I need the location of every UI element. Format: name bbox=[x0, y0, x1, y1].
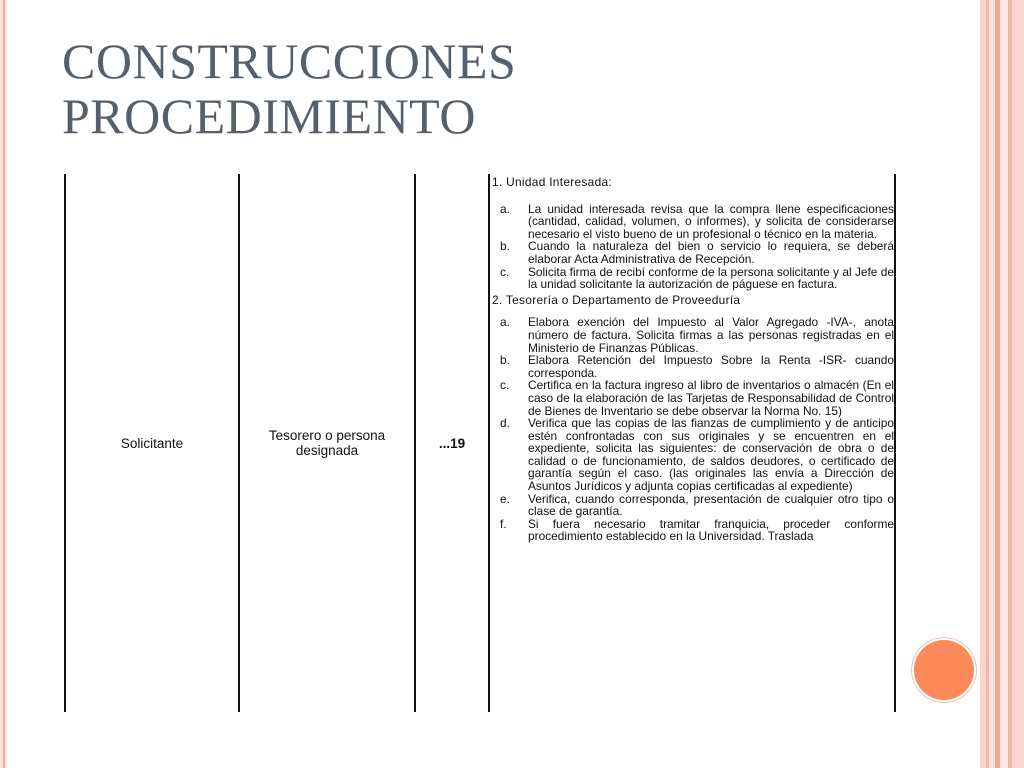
list-item bbox=[490, 417, 894, 493]
section-heading-1: 1. Unidad Interesada: bbox=[492, 175, 612, 189]
list-item-text: La unidad interesada revisa que la compra llene especificaciones (cantidad, calidad, volumen, o informes), y solicita de considerarse necesario el visto bueno de un profesional o técnico en la materia. bbox=[528, 201, 894, 241]
list-item bbox=[490, 266, 894, 291]
position-cell bbox=[240, 174, 414, 712]
title-line-2: PROCEDIMIENTO bbox=[62, 88, 476, 144]
responsible-cell bbox=[66, 174, 238, 712]
list-item-text: Cuando la naturaleza del bien o servicio lo requiera, se deberá elaborar Acta Administrativa de Recepción. bbox=[528, 239, 894, 266]
list-item-letter: a. bbox=[500, 315, 510, 330]
list-item-text: Verifica, cuando corresponda, presentación de cualquier otro tipo o clase de garantía. bbox=[528, 491, 894, 519]
decorative-circle bbox=[914, 640, 974, 700]
step-number-cell bbox=[416, 174, 488, 712]
step-number: ...19 bbox=[438, 435, 466, 451]
left-border-stripe bbox=[5, 0, 7, 768]
list-item bbox=[490, 316, 894, 354]
list-item bbox=[490, 493, 894, 518]
list-item-letter: a. bbox=[500, 201, 510, 216]
list-item-letter: e. bbox=[500, 491, 510, 506]
table-border bbox=[894, 174, 896, 712]
list-item-letter: f. bbox=[500, 516, 507, 531]
list-item-letter: c. bbox=[500, 264, 510, 279]
list-item-letter: c. bbox=[500, 378, 510, 393]
list-item-text: Elabora exención del Impuesto al Valor Agregado -IVA-, anota número de factura. Solicita firmas a las personas registradas en el Ministerio de Finanzas Públicas. bbox=[528, 315, 894, 355]
right-border-stripe bbox=[1000, 0, 1008, 768]
list-item-letter: d. bbox=[500, 416, 510, 431]
list-item-letter: b. bbox=[500, 239, 510, 254]
list-item-text: Verifica que las copias de las fianzas de cumplimiento y de anticipo estén confrontadas con sus originales y se encuentren en el expediente, solicita las siguientes: de conservación de obra o de calidad o de funcionamiento, de saldos deudores, o certificado de garantía según el caso. (las originales las envía a Dirección de Asuntos Jurídicos y adjunta copias certificadas al expediente) bbox=[528, 416, 894, 494]
list-item-text: Elabora Retención del Impuesto Sobre la Renta -ISR- cuando corresponda. bbox=[528, 353, 894, 380]
responsible-text: Solicitante bbox=[120, 435, 184, 451]
list-item bbox=[490, 379, 894, 417]
title-line-1: CONSTRUCCIONES bbox=[62, 33, 517, 89]
list-item bbox=[490, 354, 894, 379]
list-item bbox=[490, 518, 894, 543]
list-item-text: Solicita firma de recibí conforme de la persona solicitante y al Jefe de la unidad solicitante la autorización de páguese en factura. bbox=[528, 264, 894, 292]
list-item bbox=[490, 203, 894, 241]
list-item-text: Si fuera necesario tramitar franquicia, proceder conforme procedimiento establecido en la Universidad. Traslada bbox=[528, 516, 894, 544]
procedure-description bbox=[490, 174, 894, 543]
section-heading-2: 2. Tesorería o Departamento de Proveeduría bbox=[492, 292, 741, 307]
list-item bbox=[490, 240, 894, 265]
right-border-stripe bbox=[1012, 0, 1024, 768]
list-item-text: Certifica en la factura ingreso al libro de inventarios o almacén (En el caso de la elaboración de las Tarjetas de Responsabilidad de Control de Bienes de Inventario se debe observar la Norma No. 15) bbox=[528, 378, 894, 418]
section-1-list bbox=[490, 203, 894, 291]
slide-title bbox=[62, 34, 962, 144]
position-text: Tesorero o persona designada bbox=[268, 428, 386, 458]
section-2-list bbox=[490, 316, 894, 543]
list-item-letter: b. bbox=[500, 353, 510, 368]
procedure-table bbox=[64, 174, 896, 712]
